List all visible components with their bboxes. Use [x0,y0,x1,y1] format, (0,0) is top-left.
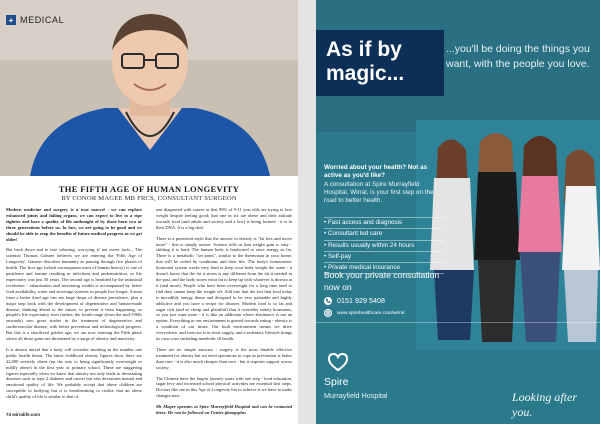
spire-logo-icon [327,352,349,372]
article-page [0,0,298,424]
advert-consult-text: A consultation at Spire Murrayfield Hospital, Wirral, is your first step on the road to better health. [324,181,434,205]
book-consultation-text: Book your private consultation now on [324,270,440,292]
section-tag [6,14,64,26]
section-label: MEDICAL [20,15,65,25]
brand-name: Spire [324,376,349,388]
article-paragraph: There are no simple answers - surgery is the most durable effective treatment for obesity but we need operations to cope as prevention is better than cure - it is also much cheaper than cure - but it requires support across society. [156,346,292,370]
list-item: • Self-pay [324,251,444,262]
phone-number[interactable]: 0151 929 5408 [337,296,385,305]
web-contact[interactable] [324,309,404,317]
article-column-1 [6,207,142,405]
article-column-2 [156,207,292,421]
advert-tagline: ...you'll be doing the things you want, with the people you love. [446,43,590,70]
article-paragraph: There is a persistent myth that the answer to obesity is "fat less and move more" - this is simply untrue. Science tells us that weight gain is easy - shifting it is hard. The human body is hardwired to store energy as fat. There is a metabolic "set point", similar to the thermostat in your home, that will be coded by conditions and their life. The body's homeostatic hormonal system works very hard to keep your body weight the same - it doesn't know that the fat it stores is any different from the fat it needed in the past, and the body stores extra fat to keep up with whatever is thrown at it (and more). People who have been overweight for a long time tend to find they cannot keep the weight off. Add into that the fact that food today is incredibly energy dense and designed to be very palatable and highly addictive and you have a recipe for disaster. Modern food is so fat and sugar rich (and so cheap and plentiful) that it overrides satiety hormones, so you just want more - it is like an addiction where abstinence is not an option. Everything in our environment is geared towards eating - obesity is a condition of our times. Our built environment means we drive everywhere, and exercise is in short supply, and a sedentary lifestyle brings its own costs including metabolic ill health. [156,235,292,342]
page-number: 74 [6,412,12,417]
article-paragraph: The Chinese have the largest journey starts with one step - food education, sugar levy and increased school physical activities are essential first steps. Doctors like me in this Age of Longevity but to achieve it we have to make changes now. [156,375,292,399]
brand-slogan: Looking after you. [512,390,577,419]
article-paragraph: But back down and to true sobering, worrying, if not sweet facts... The scientist Thomas Gaisner believes we are entering the 'Fifth Age of Longevity'. Gaisner describes humanity as passing through five phases of health. The first age (which encompasses most of human history) is one of pestilence and famine resulting in infections and undernutrition, so life expectancy was just 30 years. The second age is heralded by the industrial revolution - urbanisation and increasing wealth is accompanied by better food availability, water and sewerage systems so people live longer. A stem from a better third age can see large drops of disease prevalence, plus a major step back with the development of degenerative and human-made disease, thinking ahead to the future, to prevent it from happening, so people's life expectancy rises further; the fourth stage (from the mid-1960s onwards) saw great strides in the treatment of degenerative and cardiovascular disease, with better prevention and technological progress. But this is a shortlived golden age; we are now entering the Fifth phase where all those gains are threatened by a surge of obesity and inactivity. [6,247,142,342]
advert-divider [316,322,600,323]
list-item: • Private medical insurance [324,262,444,274]
advert-question: Worried about your health? Not as active as you'd like? [324,164,428,180]
medical-cross-icon: + [6,15,16,25]
article-byline: BY CONOR MAGEE MB FRCS, CONSULTANT SURGEON [61,195,237,202]
page-footer [6,412,40,417]
spire-advert [316,0,600,424]
author-note: Mr Magee operates at Spire Murrayfield Hospital and can be contacted there. He can be followed on Twitter @magsplus [156,404,292,416]
phone-contact[interactable] [324,296,385,305]
list-item: • Fast access and diagnosis [324,217,444,228]
site-name: wirralife.com [12,412,41,417]
article-paragraph: Modern medicine and surgery is a true marvel - we can replace exhausted joints and failing organs, we can expect to live to a ripe eighties and have a quality of life unthought of by those born two or three generations before us. In fact, we are going to be good and we should be able to reap the benefits of future medical progress as we get older! [6,207,142,242]
surgeon-photo [0,0,298,176]
article-title: THE FIFTH AGE OF HUMAN LONGEVITY [58,184,240,194]
advert-headline: As if by magic... [326,38,405,85]
benefits-list [324,217,444,274]
article-paragraph: It is almost unreal that a body will overtake smoking as the number one public health threat. The latest childhood obesity figures show there are 22,000 severely obese (on the way to being significantly overweight or mildly obese) in the first year of primary school. These are staggering figures especially when we know that obesity not only leads to devastating diseases such as type 2 diabetes and cancer but also devastates mental and emotional quality of life. We probably accept that obese children are susceptible to bullying but it is heartbreaking to realise that an obese child's quality of life is similar to that of [6,346,142,400]
article-paragraph: one diagnosed with cancer or that 99% of 9-11 year olds are trying to lose weight despite feeling good; that one in six are obese and their attitude towards food (and adults and society and a few) is being formed - it is in their DNA. It is a big deal. [156,207,292,230]
hospital-name: Murrayfield Hospital [324,391,388,400]
list-item: • Results usually within 24 hours [324,240,444,251]
list-item: • Consultant led care [324,228,444,239]
web-icon [324,309,332,317]
phone-icon [324,297,332,305]
website-link[interactable]: www.spirehealthcare.com/wirral [337,310,405,316]
